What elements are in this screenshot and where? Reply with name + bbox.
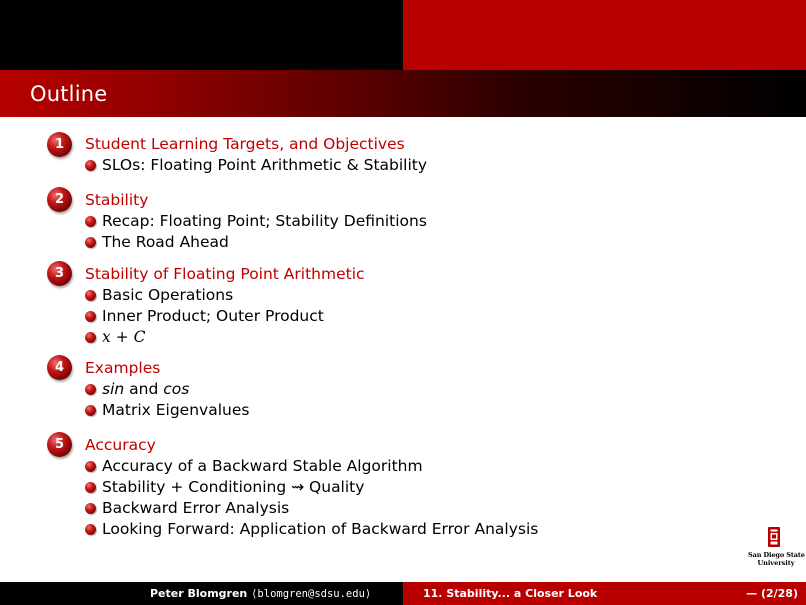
bullet-icon bbox=[85, 524, 96, 535]
logo-text-line1: San Diego State bbox=[748, 551, 805, 559]
frame-title-bar bbox=[0, 70, 806, 117]
section-title-3[interactable]: Stability of Floating Point Arithmetic bbox=[85, 265, 365, 283]
section-number-4: 4 bbox=[47, 355, 72, 380]
bullet-icon bbox=[85, 237, 96, 248]
footer-lecture-title[interactable]: 11. Stability... a Closer Look bbox=[423, 587, 598, 600]
frame-title: Outline bbox=[30, 82, 108, 106]
logo-text-line2: University bbox=[757, 559, 795, 567]
bullet-icon bbox=[85, 160, 96, 171]
sdsu-shield-icon bbox=[767, 527, 781, 549]
subsection-label-math: x + C bbox=[102, 328, 146, 346]
section-title-1[interactable]: Student Learning Targets, and Objectives bbox=[85, 135, 405, 153]
top-header-bar bbox=[0, 0, 806, 70]
bullet-icon bbox=[85, 332, 96, 343]
bullet-icon bbox=[85, 405, 96, 416]
footer-bar bbox=[0, 582, 806, 605]
sin-word: sin bbox=[102, 380, 125, 398]
bullet-icon bbox=[85, 503, 96, 514]
subsection-label: Accuracy of a Backward Stable Algorithm bbox=[102, 457, 423, 475]
footer-page-number: — (2/28) bbox=[746, 587, 798, 600]
bullet-icon bbox=[85, 461, 96, 472]
subsection-label: Matrix Eigenvalues bbox=[102, 401, 250, 419]
subsection-label: SLOs: Floating Point Arithmetic & Stability bbox=[102, 156, 428, 174]
bullet-icon bbox=[85, 384, 96, 395]
bullet-icon bbox=[85, 216, 96, 227]
top-header-right bbox=[403, 0, 806, 70]
subsection-label: Backward Error Analysis bbox=[102, 499, 290, 517]
and-word: and bbox=[124, 380, 164, 398]
cos-word: cos bbox=[163, 380, 190, 398]
bullet-icon bbox=[85, 290, 96, 301]
subsection-label: Stability + Conditioning ⇝ Quality bbox=[102, 478, 365, 496]
subsection-label bbox=[102, 380, 189, 398]
section-number-1: 1 bbox=[47, 132, 72, 157]
subsection-label: Looking Forward: Application of Backward Error Analysis bbox=[102, 520, 539, 538]
author-email[interactable]: ⟨blomgren@sdsu.edu⟩ bbox=[251, 588, 372, 600]
footer-left bbox=[0, 582, 403, 605]
subsection-label: Basic Operations bbox=[102, 286, 234, 304]
bullet-icon bbox=[85, 482, 96, 493]
section-title-2[interactable]: Stability bbox=[85, 191, 149, 209]
subsection-label: The Road Ahead bbox=[102, 233, 229, 251]
subsection-label: Inner Product; Outer Product bbox=[102, 307, 324, 325]
footer-right bbox=[403, 582, 806, 605]
author-name: Peter Blomgren bbox=[150, 587, 248, 600]
section-number-3: 3 bbox=[47, 261, 72, 286]
section-number-2: 2 bbox=[47, 187, 72, 212]
sdsu-logo bbox=[748, 527, 804, 567]
footer-author bbox=[150, 587, 371, 600]
section-number-5: 5 bbox=[47, 432, 72, 457]
section-title-5[interactable]: Accuracy bbox=[85, 436, 156, 454]
subsection-label: Recap: Floating Point; Stability Definitions bbox=[102, 212, 427, 230]
bullet-icon bbox=[85, 311, 96, 322]
top-header-left bbox=[0, 0, 403, 70]
section-title-4[interactable]: Examples bbox=[85, 359, 161, 377]
